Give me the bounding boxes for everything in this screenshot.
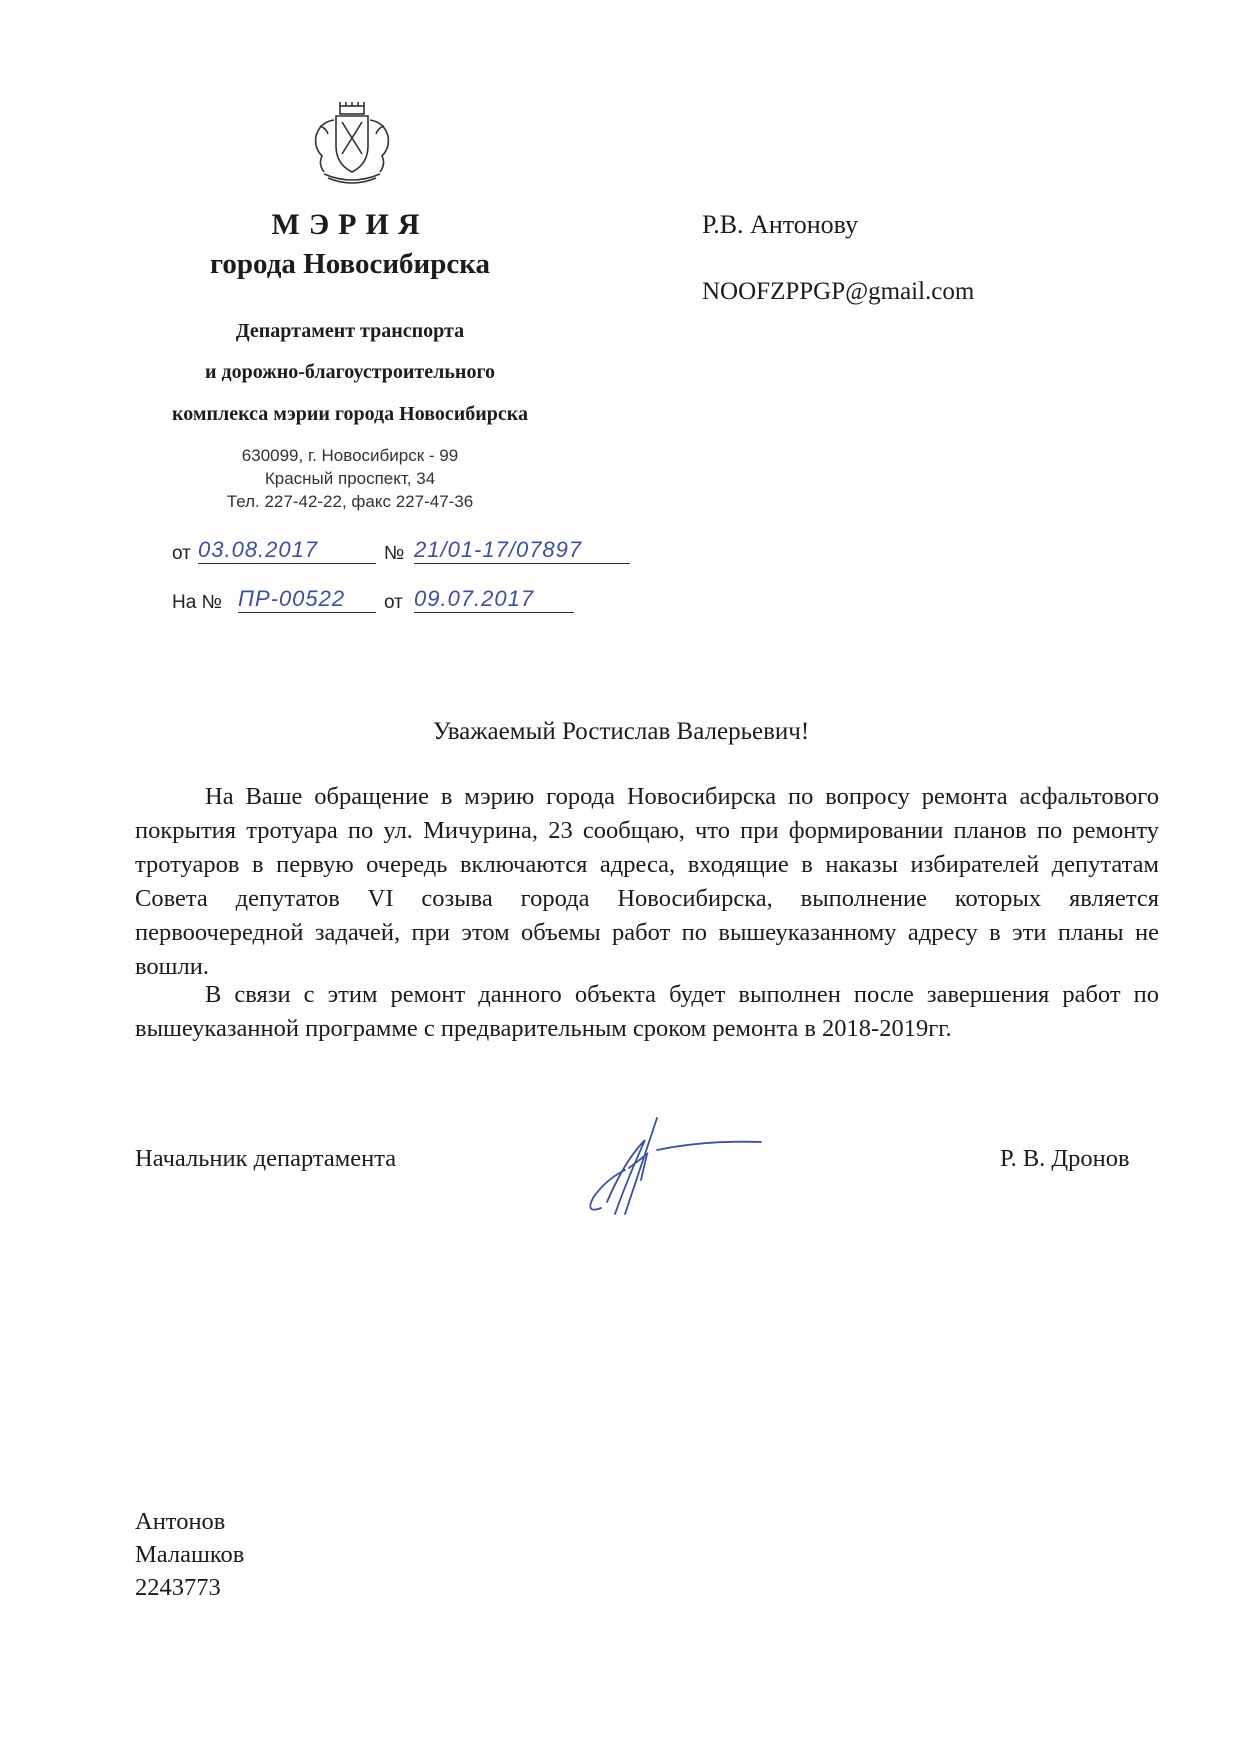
reply-date-label: от xyxy=(384,592,403,613)
recipient-name: Р.В. Антонову xyxy=(702,210,859,239)
executor-phone: 2243773 xyxy=(135,1574,221,1601)
recipient-email: NOOFZPPGP@gmail.com xyxy=(702,278,975,305)
address-line: Красный проспект, 34 xyxy=(264,469,436,488)
date-field xyxy=(198,537,376,564)
reply-number-field xyxy=(238,586,376,613)
body-paragraph: В связи с этим ремонт данного объекта будет выполнен после завершения работ по вышеуказанной программе с предварительным сроком ремонта в 2018-2019гг. xyxy=(135,981,1159,1042)
department-line: комплекса мэрии города Новосибирска xyxy=(171,403,529,425)
handwritten-signature xyxy=(565,1110,765,1220)
date-label: от xyxy=(172,543,191,564)
executor-line: Малашков xyxy=(135,1541,245,1568)
reply-date-field xyxy=(414,586,574,613)
reply-number-value: ПР-00522 xyxy=(238,586,346,611)
greeting: Уважаемый Ростислав Валерьевич! xyxy=(432,718,810,745)
org-name: МЭРИЯ xyxy=(271,208,429,241)
department-line: и дорожно-благоустроительного xyxy=(204,361,496,383)
reply-date-value: 09.07.2017 xyxy=(414,586,535,611)
address-line: 630099, г. Новосибирск - 99 xyxy=(241,446,459,465)
coat-of-arms-icon xyxy=(306,102,398,184)
address-line: Тел. 227-42-22, факс 227-47-36 xyxy=(226,492,474,511)
signatory-title: Начальник департамента xyxy=(135,1145,397,1172)
number-value: 21/01-17/07897 xyxy=(414,537,583,562)
executor-line: Антонов xyxy=(135,1508,226,1535)
body-paragraph: На Ваше обращение в мэрию города Новосибирска по вопросу ремонта асфальтового покрытия тротуара по ул. Мичурина, 23 сообщаю, что при формировании планов по ремонту тротуаров в первую очередь включаются адреса, входящие в наказы избирателей депутатам Совета депутатов VI созыва города Новосибирска, выполнение которых является первоочередной задачей, при этом объемы работ по вышеуказанному адресу в эти планы не вошли. xyxy=(135,783,1159,980)
number-field xyxy=(414,537,630,564)
number-label: № xyxy=(384,543,405,564)
department-line: Департамент транспорта xyxy=(235,320,465,342)
signatory-name: Р. В. Дронов xyxy=(1000,1145,1130,1172)
org-city: города Новосибирска xyxy=(209,248,491,280)
date-value: 03.08.2017 xyxy=(198,537,319,562)
reply-label: На № xyxy=(172,592,222,613)
